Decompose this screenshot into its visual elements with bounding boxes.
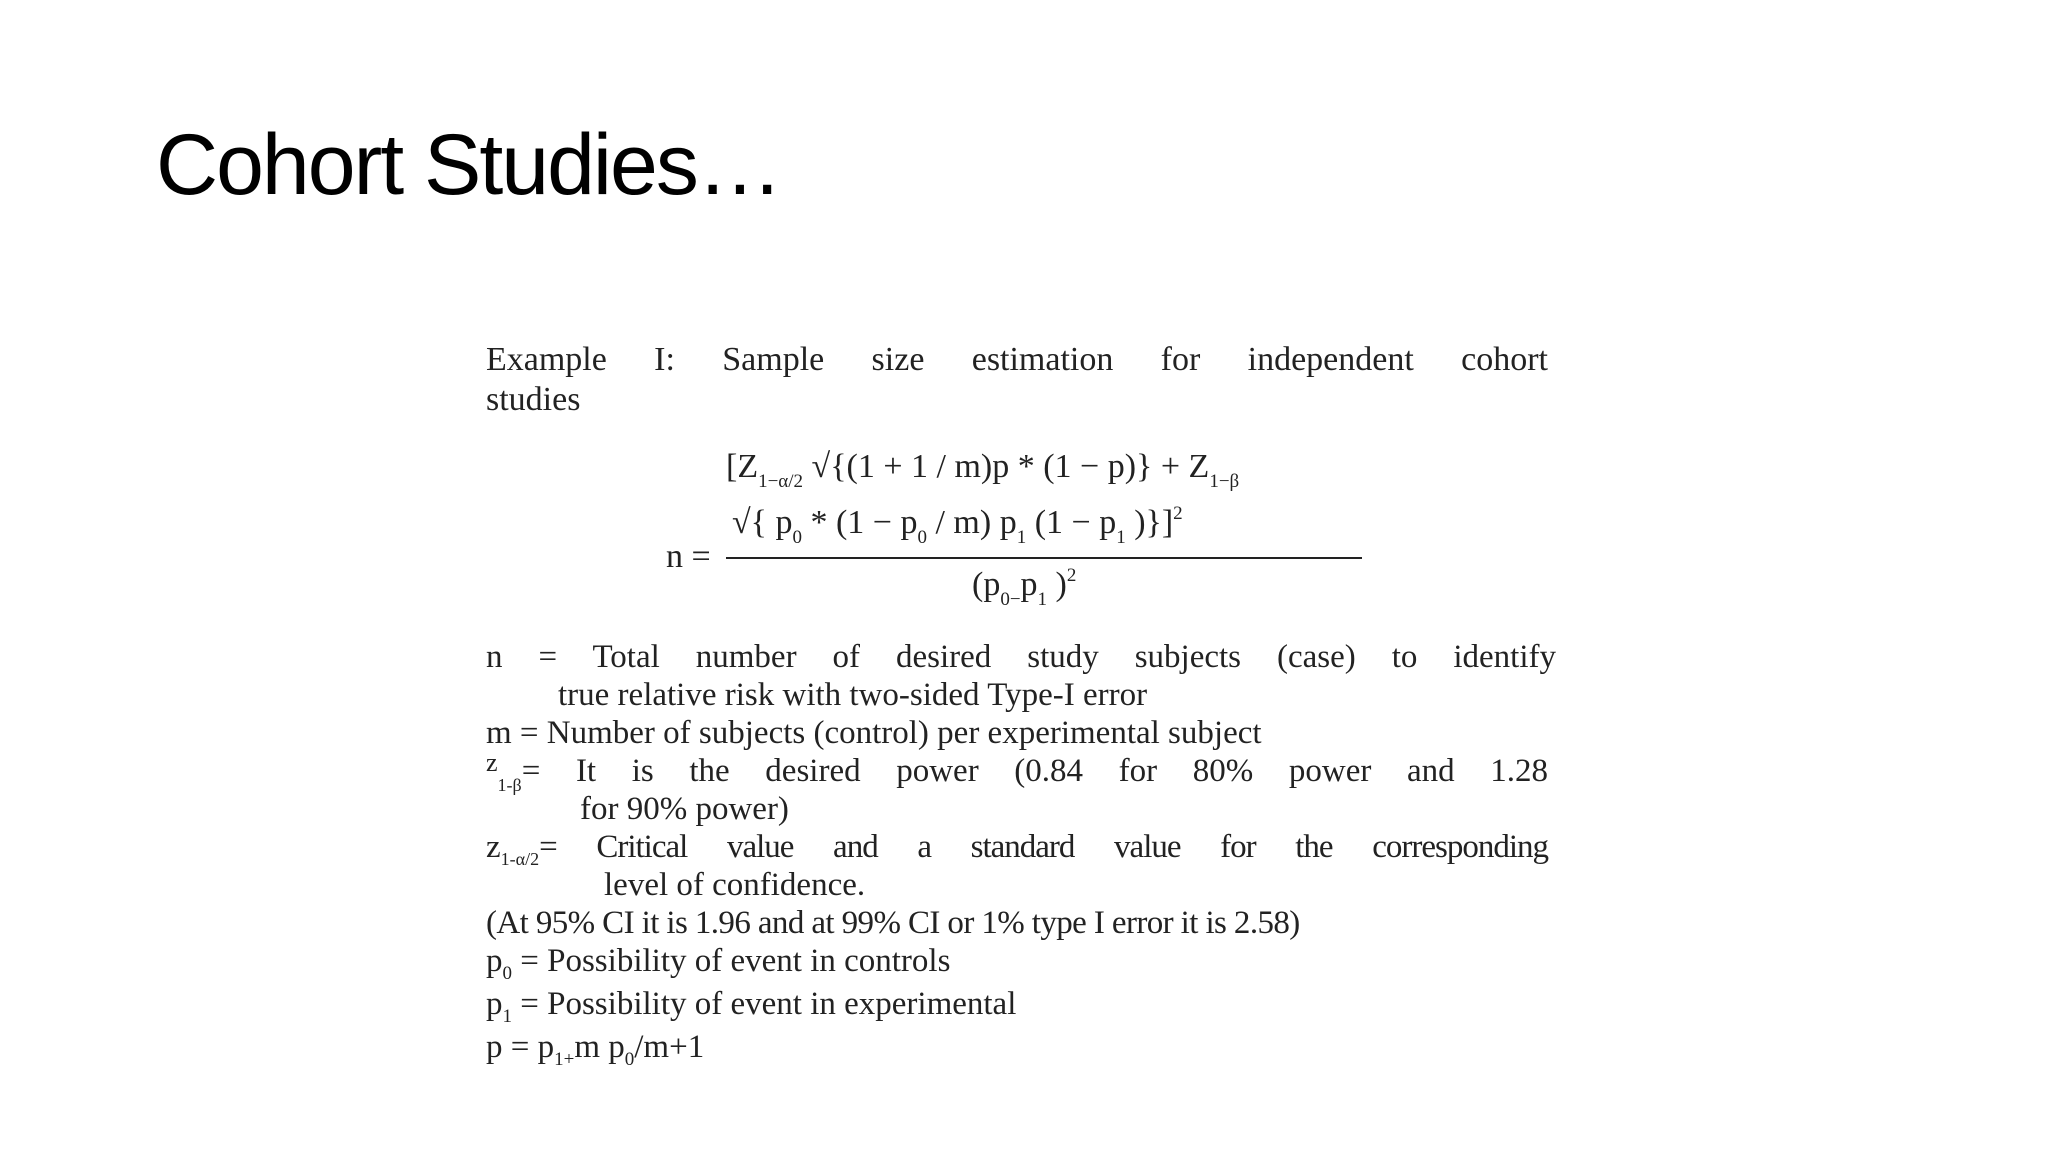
def-m: m = Number of subjects (control) per experimental subject [486,715,1262,751]
def-ci: (At 95% CI it is 1.96 and at 99% CI or 1% type I error it is 2.58) [486,905,1300,941]
example-heading-cont: studies [486,381,581,418]
fraction-bar [726,557,1362,559]
def-z-alpha-cont: level of confidence. [604,867,866,903]
def-z-beta: z 1-β = It is the desired power (0.84 for 80% power and 1.28 [486,748,1548,795]
formula-numerator-line2: √{ $p_0 * (1 - p_0 / m)$ $p_1$ ($1 - p_1$ )}]$^2$ [732,503,1183,548]
def-n-cont: true relative risk with two-sided Type-I error [558,677,1148,713]
formula-lhs: n = [666,538,711,575]
formula-image [478,330,1578,1070]
def-p0: $p_0$ = Possibility of event in controls [486,943,951,984]
def-n: n = Total number of desired study subjects (case) to identify [486,639,1556,675]
slide-title: Cohort Studies… [156,117,781,213]
def-p: $p = p_{1+}m$ $p_0/m+1$ [486,1029,705,1070]
example-heading: Example I: Sample size estimation for independent cohort [486,341,1548,378]
definitions-list [486,638,1556,1071]
formula-numerator-line1: [$Z_{1-\alpha/2}$ $√\{(1 + 1 / m)p * (1 - p)\} + Z_{1-\beta}$ [726,448,1240,492]
def-z-alpha: z 1-α/2 = Critical value and a standard value for the corresponding [486,829,1548,869]
def-p1: $p_1$ = Possibility of event in experimental [486,986,1017,1027]
def-z-beta-cont: for 90% power) [580,791,789,827]
formula-denominator: ($p_{0-}p_1$ )$^2$ [972,565,1077,610]
